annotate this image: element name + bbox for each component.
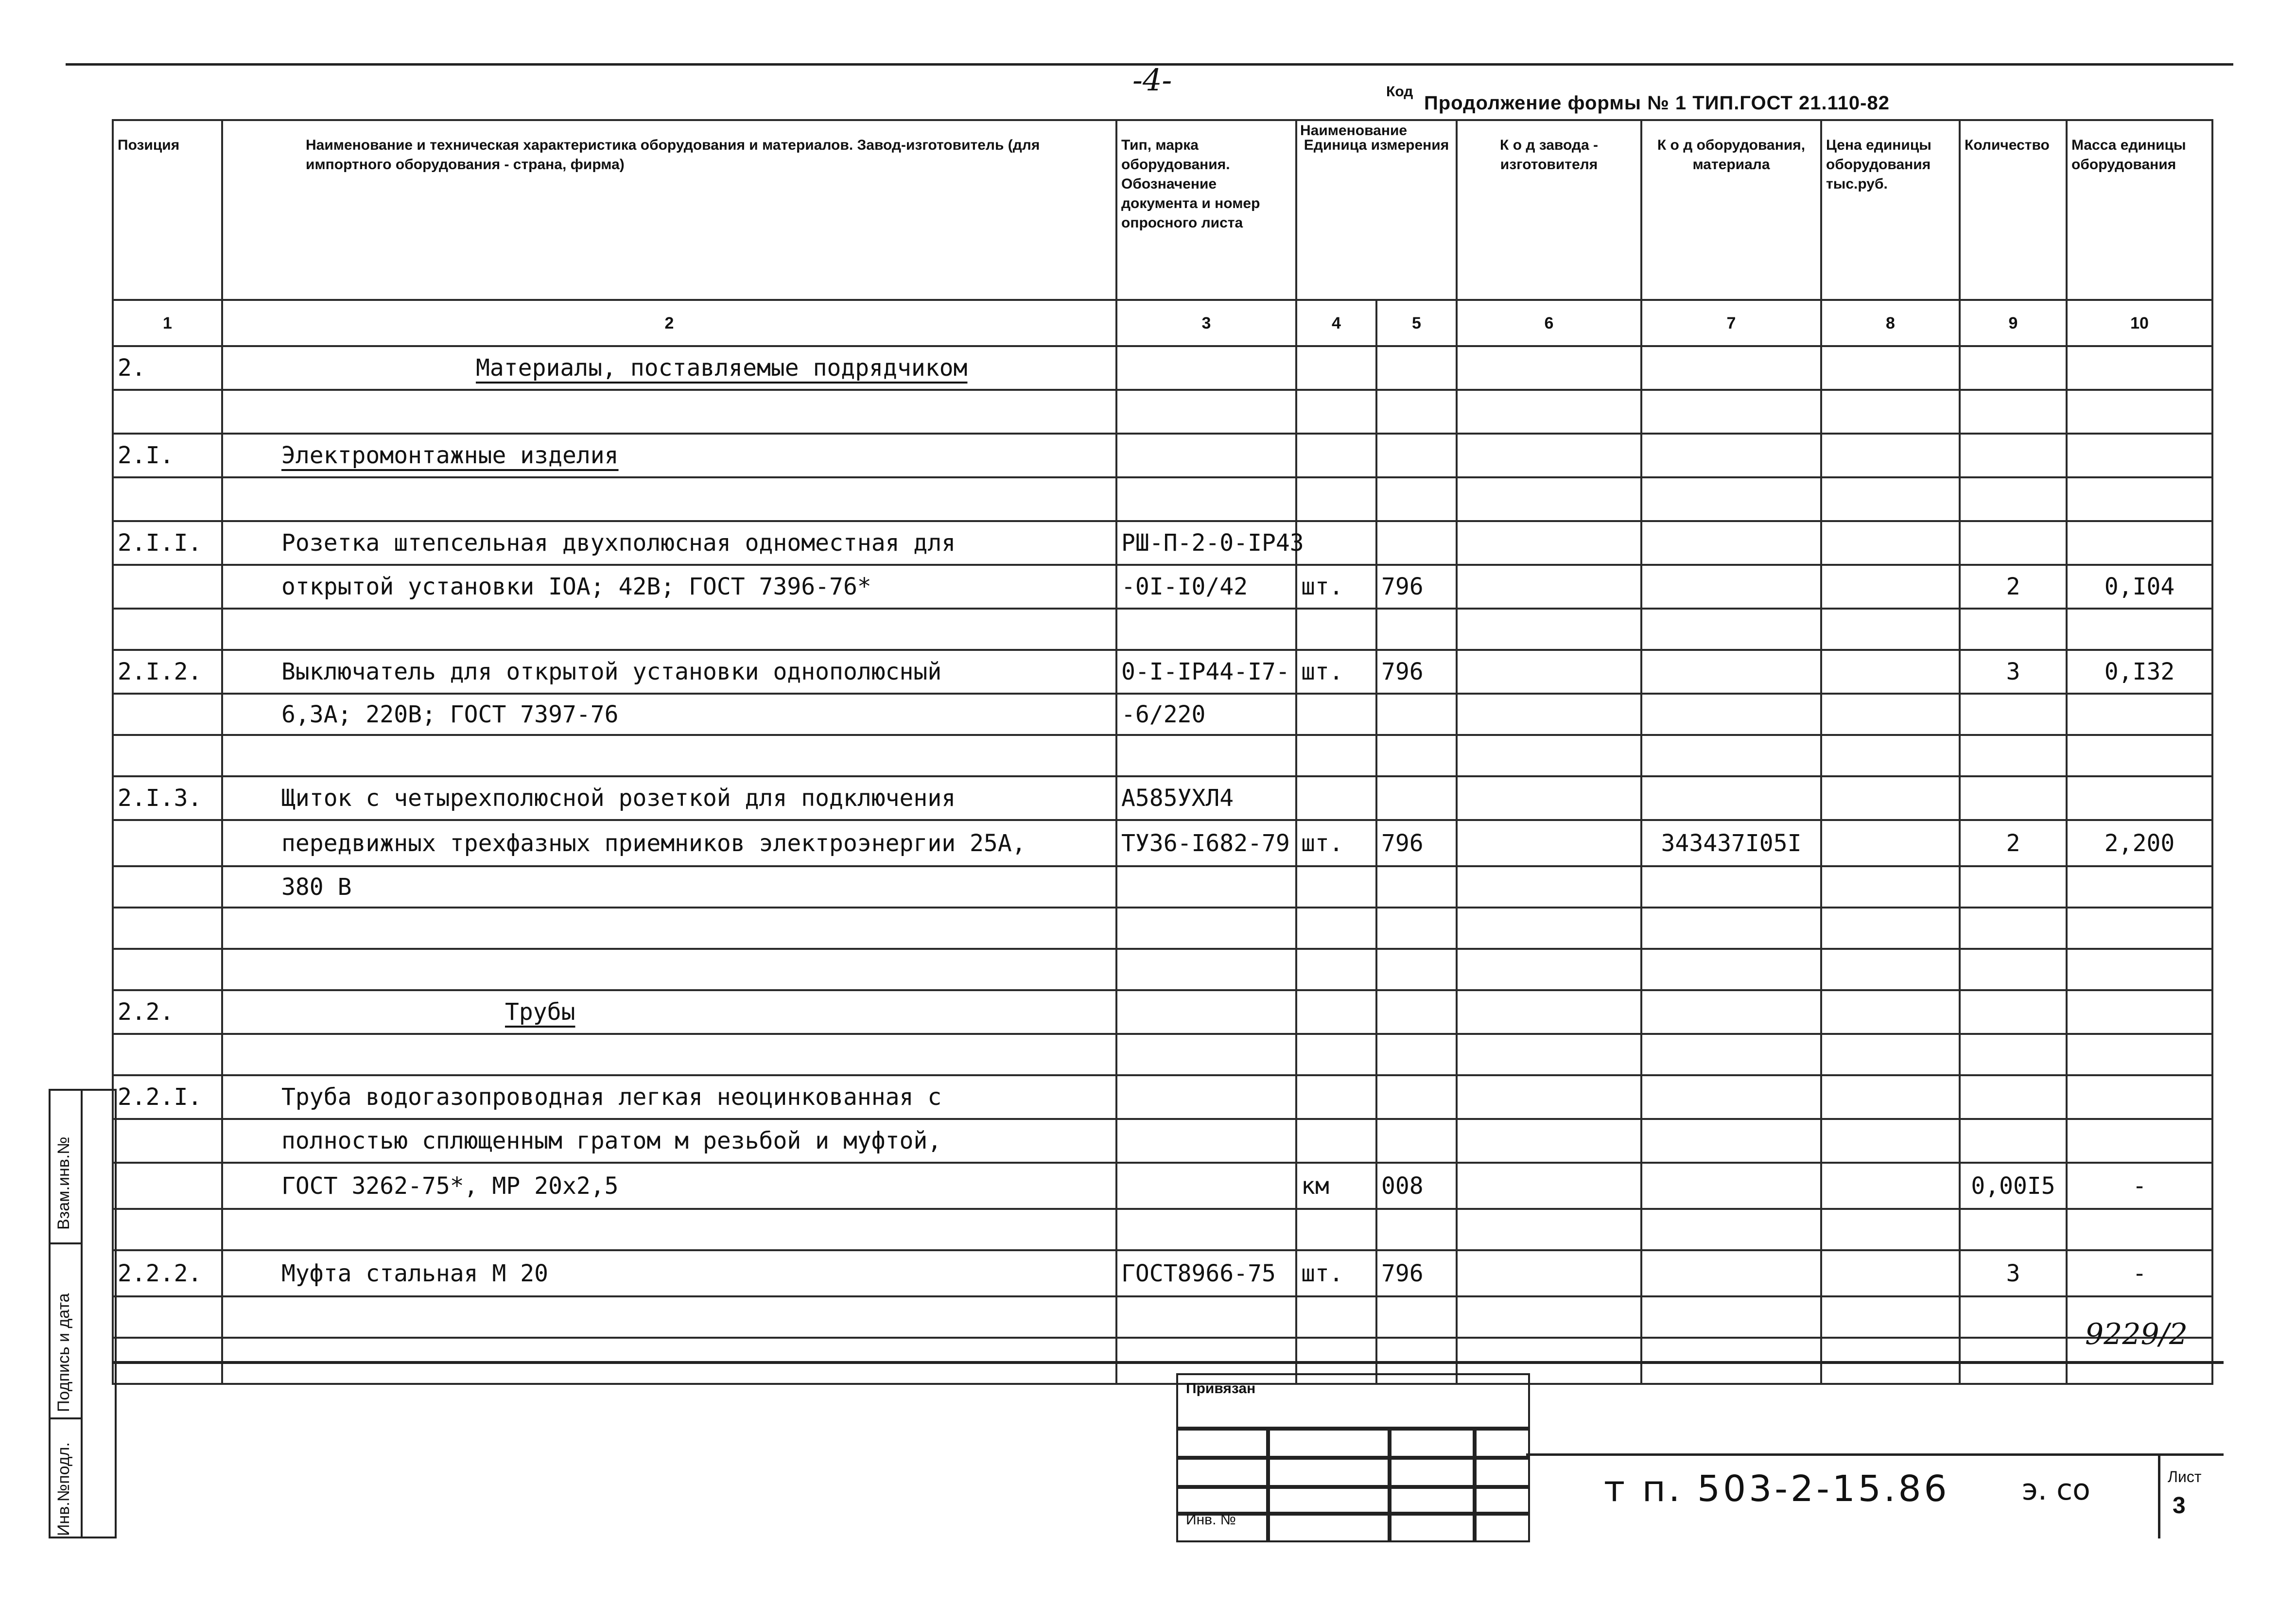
row-mass <box>2067 990 2212 1034</box>
header-material-code: К о д оборудования, материала <box>1641 120 1821 300</box>
row-position <box>113 609 222 650</box>
row-type: ГОСТ8966-75 <box>1116 1250 1296 1296</box>
row-price <box>1821 390 1960 434</box>
row-material-code <box>1641 521 1821 565</box>
row-factory-code <box>1457 776 1641 820</box>
table-row <box>113 650 2212 694</box>
row-factory-code <box>1457 735 1641 776</box>
row-quantity <box>1960 521 2067 565</box>
row-unit <box>1296 694 1376 735</box>
row-material-code <box>1641 908 1821 949</box>
row-unit: шт. <box>1296 1250 1376 1296</box>
row-name: 380 В <box>222 866 1116 908</box>
titleblock-mid-rule <box>1526 1453 2224 1456</box>
margin-inv-orig: Инв.№подл. <box>54 1442 73 1536</box>
row-unit <box>1296 1119 1376 1163</box>
row-name: передвижных трехфазных приемников электроэнергии 25А, <box>222 820 1116 866</box>
row-unit-code <box>1376 1119 1457 1163</box>
row-position <box>113 1163 222 1209</box>
header-mass: Масса единицы оборудования <box>2067 120 2212 300</box>
row-price <box>1821 1034 1960 1075</box>
row-factory-code <box>1457 346 1641 390</box>
row-unit <box>1296 949 1376 990</box>
row-quantity <box>1960 346 2067 390</box>
row-type <box>1116 390 1296 434</box>
row-unit <box>1296 390 1376 434</box>
row-unit-code: 796 <box>1376 820 1457 866</box>
row-unit <box>1296 521 1376 565</box>
row-mass <box>2067 434 2212 477</box>
row-name: Розетка штепсельная двухполюсная одноместная для <box>222 521 1116 565</box>
row-type <box>1116 1075 1296 1119</box>
row-factory-code <box>1457 477 1641 521</box>
table-row <box>113 694 2212 735</box>
row-factory-code <box>1457 820 1641 866</box>
row-unit-code: 796 <box>1376 1250 1457 1296</box>
col-number: 7 <box>1641 300 1821 346</box>
row-factory-code <box>1457 521 1641 565</box>
header-price: Цена единицы оборудования тыс.руб. <box>1821 120 1960 300</box>
table-row <box>113 735 2212 776</box>
row-price <box>1821 908 1960 949</box>
row-factory-code <box>1457 390 1641 434</box>
row-name: Муфта стальная М 20 <box>222 1250 1116 1296</box>
col-number: 8 <box>1821 300 1960 346</box>
row-position <box>113 1296 222 1338</box>
form-note: Продолжение формы № 1 ТИП.ГОСТ 21.110-82 <box>1424 92 1890 114</box>
row-unit-code <box>1376 1296 1457 1338</box>
row-position <box>113 949 222 990</box>
row-unit-code <box>1376 434 1457 477</box>
row-factory-code <box>1457 1296 1641 1338</box>
row-name <box>222 1296 1116 1338</box>
row-quantity: 3 <box>1960 1250 2067 1296</box>
row-material-code <box>1641 1250 1821 1296</box>
row-mass: - <box>2067 1250 2212 1296</box>
row-name <box>222 1034 1116 1075</box>
row-name <box>222 477 1116 521</box>
row-type: ТУ36-I682-79 <box>1116 820 1296 866</box>
row-name: открытой установки IOA; 42В; ГОСТ 7396-76* <box>222 565 1116 609</box>
row-unit-code <box>1376 1075 1457 1119</box>
margin-inv-replace: Взам.инв.№ <box>54 1136 73 1230</box>
row-quantity <box>1960 1075 2067 1119</box>
row-quantity: 0,00I5 <box>1960 1163 2067 1209</box>
row-unit <box>1296 477 1376 521</box>
row-type: 0-I-IP44-I7- <box>1116 650 1296 694</box>
col-number: 2 <box>222 300 1116 346</box>
row-type <box>1116 1119 1296 1163</box>
row-unit <box>1296 776 1376 820</box>
col-number: 1 <box>113 300 222 346</box>
row-mass <box>2067 735 2212 776</box>
row-unit <box>1296 434 1376 477</box>
row-quantity: 2 <box>1960 820 2067 866</box>
header-name: Наименование и техническая характеристика оборудования и материалов. Завод-изготовитель (для импортного оборудования - страна, фирма) <box>222 120 1116 300</box>
row-type: -6/220 <box>1116 694 1296 735</box>
row-type <box>1116 1163 1296 1209</box>
row-price <box>1821 477 1960 521</box>
row-price <box>1821 565 1960 609</box>
sheet-label: Лист <box>2168 1468 2202 1485</box>
table-row <box>113 1209 2212 1250</box>
row-factory-code <box>1457 1209 1641 1250</box>
row-unit-code <box>1376 735 1457 776</box>
row-factory-code <box>1457 990 1641 1034</box>
row-mass <box>2067 521 2212 565</box>
row-mass <box>2067 609 2212 650</box>
row-quantity <box>1960 866 2067 908</box>
row-material-code <box>1641 990 1821 1034</box>
row-type: А585УХЛ4 <box>1116 776 1296 820</box>
row-position <box>113 1209 222 1250</box>
row-unit-code <box>1376 1034 1457 1075</box>
row-unit-code <box>1376 866 1457 908</box>
row-position <box>113 477 222 521</box>
row-name: Щиток с четырехполюсной розеткой для подключения <box>222 776 1116 820</box>
row-mass <box>2067 390 2212 434</box>
row-unit-code <box>1376 390 1457 434</box>
row-unit-code <box>1376 477 1457 521</box>
row-material-code <box>1641 735 1821 776</box>
row-type <box>1116 1209 1296 1250</box>
margin-sign-date: Подпись и дата <box>54 1293 73 1412</box>
row-quantity: 3 <box>1960 650 2067 694</box>
row-unit <box>1296 990 1376 1034</box>
row-unit-code <box>1376 346 1457 390</box>
row-position: 2.2.I. <box>113 1075 222 1119</box>
row-unit-code: 008 <box>1376 1163 1457 1209</box>
row-material-code <box>1641 1034 1821 1075</box>
table-row <box>113 776 2212 820</box>
row-name: ГОСТ 3262-75*, МР 20х2,5 <box>222 1163 1116 1209</box>
row-position: 2.I.3. <box>113 776 222 820</box>
row-material-code <box>1641 1296 1821 1338</box>
row-type <box>1116 609 1296 650</box>
row-name <box>222 908 1116 949</box>
row-position <box>113 820 222 866</box>
row-position <box>113 565 222 609</box>
inventory-label: Инв. № <box>1186 1512 1236 1528</box>
row-quantity <box>1960 990 2067 1034</box>
row-factory-code <box>1457 650 1641 694</box>
row-unit-code <box>1376 908 1457 949</box>
row-unit <box>1296 1034 1376 1075</box>
column-number-row <box>113 300 2212 346</box>
row-mass <box>2067 694 2212 735</box>
row-material-code <box>1641 776 1821 820</box>
table-row <box>113 1163 2212 1209</box>
row-position <box>113 866 222 908</box>
table-row <box>113 1296 2212 1338</box>
row-quantity <box>1960 434 2067 477</box>
row-factory-code <box>1457 1075 1641 1119</box>
row-unit: км <box>1296 1163 1376 1209</box>
table-row <box>113 949 2212 990</box>
row-quantity <box>1960 908 2067 949</box>
row-quantity <box>1960 390 2067 434</box>
row-name: Трубы <box>222 990 1116 1034</box>
row-price <box>1821 776 1960 820</box>
row-price <box>1821 650 1960 694</box>
row-position <box>113 390 222 434</box>
table-row <box>113 990 2212 1034</box>
header-quantity: Количество <box>1960 120 2067 300</box>
row-mass <box>2067 776 2212 820</box>
row-unit: шт. <box>1296 565 1376 609</box>
table-row <box>113 1250 2212 1296</box>
table-row <box>113 390 2212 434</box>
row-type <box>1116 1034 1296 1075</box>
row-type: -0I-I0/42 <box>1116 565 1296 609</box>
row-name <box>222 609 1116 650</box>
row-position <box>113 1034 222 1075</box>
row-material-code <box>1641 390 1821 434</box>
row-factory-code <box>1457 1250 1641 1296</box>
col-number: 6 <box>1457 300 1641 346</box>
row-name <box>222 390 1116 434</box>
row-position: 2.2.2. <box>113 1250 222 1296</box>
row-material-code <box>1641 650 1821 694</box>
table-row <box>113 346 2212 390</box>
page-mark: -4- <box>1132 62 1172 98</box>
row-type <box>1116 346 1296 390</box>
row-position: 2.2. <box>113 990 222 1034</box>
row-name: полностью сплющенным гратом м резьбой и муфтой, <box>222 1119 1116 1163</box>
table-row <box>113 521 2212 565</box>
row-type: РШ-П-2-0-IP43 <box>1116 521 1296 565</box>
row-position <box>113 735 222 776</box>
row-factory-code <box>1457 1034 1641 1075</box>
row-price <box>1821 990 1960 1034</box>
row-material-code <box>1641 609 1821 650</box>
row-unit-code <box>1376 949 1457 990</box>
row-factory-code <box>1457 949 1641 990</box>
row-material-code: 343437I05I <box>1641 820 1821 866</box>
row-quantity: 2 <box>1960 565 2067 609</box>
row-price <box>1821 820 1960 866</box>
table-row <box>113 820 2212 866</box>
bound-label: Привязан <box>1186 1380 1256 1397</box>
row-unit: шт. <box>1296 820 1376 866</box>
row-price <box>1821 694 1960 735</box>
row-name: Труба водогазопроводная легкая неоцинкованная с <box>222 1075 1116 1119</box>
row-material-code <box>1641 1075 1821 1119</box>
row-mass <box>2067 477 2212 521</box>
row-type <box>1116 477 1296 521</box>
table-row <box>113 434 2212 477</box>
row-mass: 0,I32 <box>2067 650 2212 694</box>
row-price <box>1821 1163 1960 1209</box>
row-name: Материалы, поставляемые подрядчиком <box>222 346 1116 390</box>
row-unit <box>1296 1296 1376 1338</box>
col-number: 5 <box>1376 300 1457 346</box>
row-factory-code <box>1457 908 1641 949</box>
row-unit-code: 796 <box>1376 565 1457 609</box>
col-number: 3 <box>1116 300 1296 346</box>
row-material-code <box>1641 1163 1821 1209</box>
row-price <box>1821 1119 1960 1163</box>
row-mass <box>2067 949 2212 990</box>
row-price <box>1821 521 1960 565</box>
row-factory-code <box>1457 1119 1641 1163</box>
row-quantity <box>1960 1119 2067 1163</box>
row-unit <box>1296 908 1376 949</box>
row-unit <box>1296 1075 1376 1119</box>
row-price <box>1821 1075 1960 1119</box>
document-suffix: э. со <box>2022 1473 2090 1507</box>
row-price <box>1821 866 1960 908</box>
row-position: 2.I.2. <box>113 650 222 694</box>
col-number: 10 <box>2067 300 2212 346</box>
row-name <box>222 1209 1116 1250</box>
row-unit <box>1296 735 1376 776</box>
row-name <box>222 735 1116 776</box>
row-factory-code <box>1457 694 1641 735</box>
row-position: 2.I.I. <box>113 521 222 565</box>
row-unit-code <box>1376 694 1457 735</box>
row-unit <box>1296 1209 1376 1250</box>
row-unit-code <box>1376 1209 1457 1250</box>
row-position <box>113 1119 222 1163</box>
header-row <box>113 120 2212 300</box>
header-unit: Единица измерения <box>1304 137 1449 153</box>
row-quantity <box>1960 694 2067 735</box>
row-quantity <box>1960 477 2067 521</box>
row-quantity <box>1960 609 2067 650</box>
row-unit-code: 796 <box>1376 650 1457 694</box>
row-factory-code <box>1457 1163 1641 1209</box>
row-quantity <box>1960 776 2067 820</box>
row-price <box>1821 1209 1960 1250</box>
row-price <box>1821 735 1960 776</box>
header-unit-code: Код <box>1386 84 1413 100</box>
row-mass: 2,200 <box>2067 820 2212 866</box>
row-unit: шт. <box>1296 650 1376 694</box>
row-quantity <box>1960 735 2067 776</box>
row-name <box>222 949 1116 990</box>
row-name: Выключатель для открытой установки однополюсный <box>222 650 1116 694</box>
table-row <box>113 1034 2212 1075</box>
row-position: 2.I. <box>113 434 222 477</box>
row-factory-code <box>1457 434 1641 477</box>
row-price <box>1821 1296 1960 1338</box>
row-position <box>113 694 222 735</box>
row-material-code <box>1641 694 1821 735</box>
row-material-code <box>1641 1119 1821 1163</box>
row-mass <box>2067 346 2212 390</box>
row-quantity <box>1960 1034 2067 1075</box>
row-unit <box>1296 866 1376 908</box>
table-row <box>113 866 2212 908</box>
header-type: Тип, марка оборудования. Обозначение документа и номер опросного листа <box>1116 120 1296 300</box>
table-row <box>113 1119 2212 1163</box>
row-unit-code <box>1376 609 1457 650</box>
table-row <box>113 609 2212 650</box>
row-quantity <box>1960 1209 2067 1250</box>
row-mass <box>2067 1075 2212 1119</box>
row-unit <box>1296 346 1376 390</box>
row-factory-code <box>1457 565 1641 609</box>
table-row <box>113 477 2212 521</box>
row-unit-code <box>1376 990 1457 1034</box>
row-unit <box>1296 609 1376 650</box>
row-mass <box>2067 866 2212 908</box>
row-position <box>113 908 222 949</box>
col-number: 4 <box>1296 300 1376 346</box>
row-type <box>1116 434 1296 477</box>
row-quantity <box>1960 949 2067 990</box>
row-mass <box>2067 1119 2212 1163</box>
row-factory-code <box>1457 866 1641 908</box>
row-mass: - <box>2067 1163 2212 1209</box>
document-number: т п. 503-2-15.86 <box>1604 1468 1950 1510</box>
row-mass <box>2067 1209 2212 1250</box>
row-type <box>1116 735 1296 776</box>
row-material-code <box>1641 565 1821 609</box>
table-row <box>113 908 2212 949</box>
row-material-code <box>1641 949 1821 990</box>
row-type <box>1116 866 1296 908</box>
row-mass: 0,I04 <box>2067 565 2212 609</box>
row-material-code <box>1641 346 1821 390</box>
row-position: 2. <box>113 346 222 390</box>
row-material-code <box>1641 434 1821 477</box>
row-type <box>1116 908 1296 949</box>
row-quantity <box>1960 1296 2067 1338</box>
row-unit-code <box>1376 521 1457 565</box>
row-material-code <box>1641 1209 1821 1250</box>
header-unit-name: Наименование <box>1300 122 1408 139</box>
row-price <box>1821 1250 1960 1296</box>
table-row <box>113 1075 2212 1119</box>
row-mass <box>2067 908 2212 949</box>
row-type <box>1116 990 1296 1034</box>
row-mass <box>2067 1034 2212 1075</box>
row-price <box>1821 609 1960 650</box>
titleblock-top-rule <box>112 1361 2224 1364</box>
header-position: Позиция <box>113 120 222 300</box>
row-type <box>1116 1296 1296 1338</box>
row-material-code <box>1641 866 1821 908</box>
row-price <box>1821 949 1960 990</box>
row-name: Электромонтажные изделия <box>222 434 1116 477</box>
sheet-id: 9229/2 <box>2085 1317 2188 1351</box>
col-number: 9 <box>1960 300 2067 346</box>
row-price <box>1821 346 1960 390</box>
header-unit-group <box>1296 84 1457 300</box>
row-material-code <box>1641 477 1821 521</box>
table-row <box>113 565 2212 609</box>
row-unit-code <box>1376 776 1457 820</box>
row-name: 6,3А; 220В; ГОСТ 7397-76 <box>222 694 1116 735</box>
header-factory-code: К о д завода - изготовителя <box>1457 120 1641 300</box>
row-factory-code <box>1457 609 1641 650</box>
row-type <box>1116 949 1296 990</box>
row-price <box>1821 434 1960 477</box>
titleblock-sheet-divider <box>2158 1453 2160 1538</box>
sheet-value: 3 <box>2173 1493 2186 1519</box>
